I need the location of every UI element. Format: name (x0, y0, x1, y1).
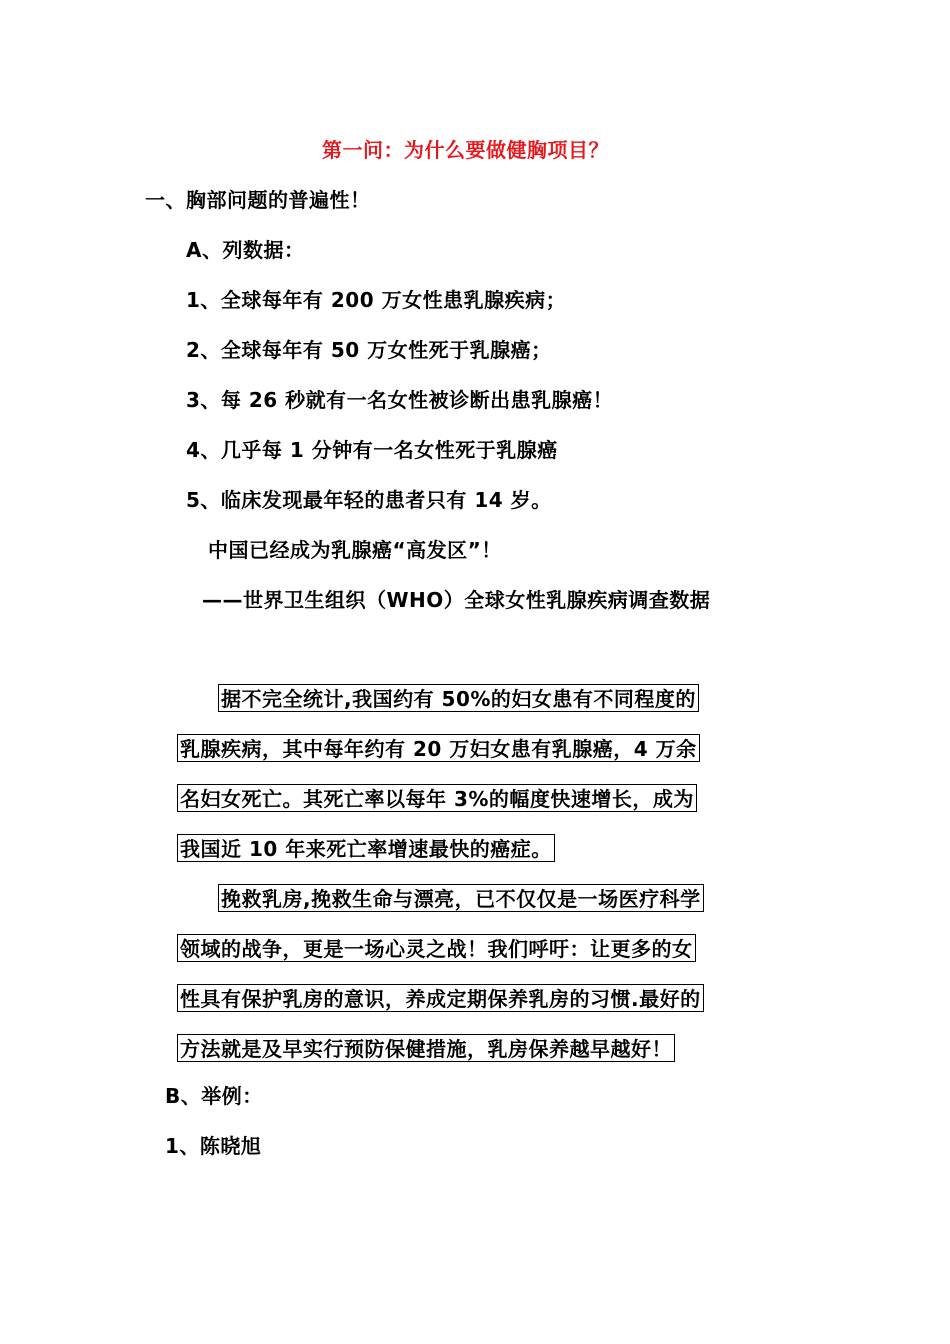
china-note: 中国已经成为乳腺癌“高发区”！ (208, 538, 502, 562)
example-item: 1、陈晓旭 (165, 1134, 262, 1158)
subsection-a-heading: A、列数据： (186, 238, 305, 262)
data-item: 2、全球每年有 50 万女性死于乳腺癌； (186, 338, 552, 362)
boxed-paragraph-line: 挽救乳房,挽救生命与漂亮，已不仅仅是一场医疗科学 (218, 884, 704, 912)
data-item: 1、全球每年有 200 万女性患乳腺疾病； (186, 288, 567, 312)
boxed-paragraph-line: 领域的战争，更是一场心灵之战！我们呼吁：让更多的女 (177, 934, 696, 962)
data-source: ——世界卫生组织（WHO）全球女性乳腺疾病调查数据 (202, 588, 711, 612)
data-item: 5、临床发现最年轻的患者只有 14 岁。 (186, 488, 552, 512)
boxed-paragraph-line: 乳腺疾病，其中每年约有 20 万妇女患有乳腺癌，4 万余 (177, 734, 700, 762)
boxed-paragraph-line: 性具有保护乳房的意识，养成定期保养乳房的习惯.最好的 (177, 984, 704, 1012)
page-title: 第一问：为什么要做健胸项目？ (322, 138, 609, 162)
data-item: 3、每 26 秒就有一名女性被诊断出患乳腺癌！ (186, 388, 614, 412)
section-heading: 一、胸部问题的普遍性！ (145, 188, 371, 212)
boxed-paragraph-line: 据不完全统计,我国约有 50%的妇女患有不同程度的 (218, 684, 699, 712)
boxed-paragraph-line: 方法就是及早实行预防保健措施，乳房保养越早越好！ (177, 1034, 675, 1062)
boxed-paragraph-line: 名妇女死亡。其死亡率以每年 3%的幅度快速增长，成为 (177, 784, 697, 812)
subsection-b-heading: B、举例： (165, 1084, 263, 1108)
boxed-paragraph-line: 我国近 10 年来死亡率增速最快的癌症。 (177, 834, 555, 862)
data-item: 4、几乎每 1 分钟有一名女性死于乳腺癌 (186, 438, 558, 462)
